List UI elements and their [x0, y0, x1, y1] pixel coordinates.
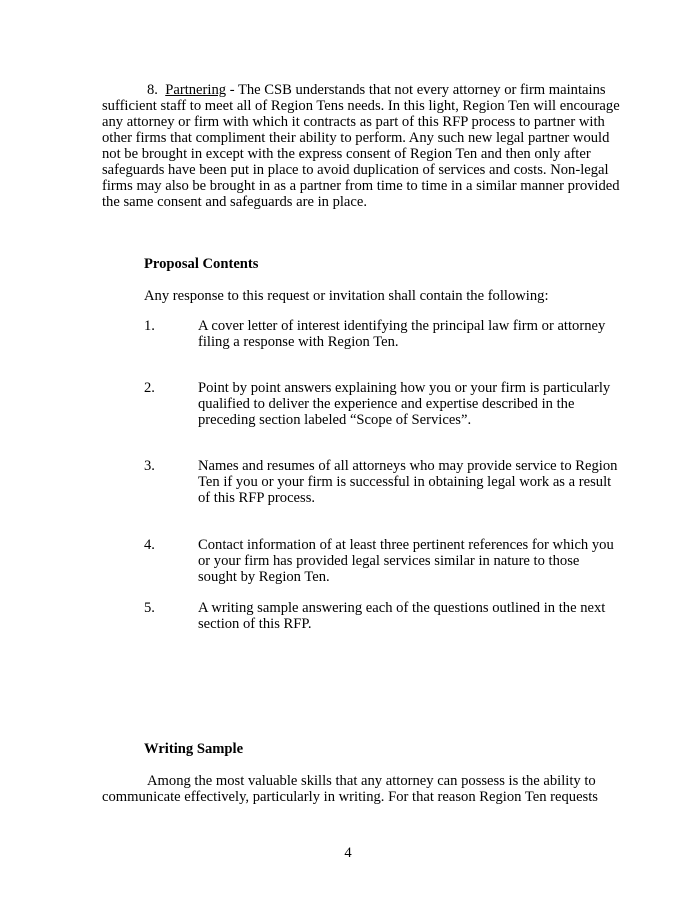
list-item-line: of this RFP process.	[198, 490, 316, 506]
proposal-contents-intro: Any response to this request or invitation shall contain the following:	[144, 288, 549, 304]
page-number: 4	[344, 845, 352, 861]
list-item-line: Names and resumes of all attorneys who may provide service to Region	[198, 458, 618, 474]
list-item-line: Contact information of at least three pertinent references for which you	[198, 537, 614, 553]
writing-sample-heading: Writing Sample	[144, 741, 244, 757]
writing-sample-line: Among the most valuable skills that any attorney can possess is the ability to	[147, 773, 596, 789]
list-item-line: qualified to deliver the experience and expertise described in the	[198, 396, 575, 412]
list-item-line: A cover letter of interest identifying the principal law firm or attorney	[198, 318, 606, 334]
partnering-line: not be brought in except with the express consent of Region Ten and then only after	[102, 146, 591, 162]
writing-sample-line: communicate effectively, particularly in writing. For that reason Region Ten requests	[102, 789, 598, 805]
partnering-line: other firms that compliment their ability to perform. Any such new legal partner would	[102, 130, 610, 146]
list-item-number: 5.	[144, 600, 155, 616]
list-item-line: A writing sample answering each of the questions outlined in the next	[198, 600, 606, 616]
list-item-line: section of this RFP.	[198, 616, 312, 632]
partnering-paragraph	[102, 82, 620, 210]
list-item-number: 1.	[144, 318, 155, 334]
list-item-number: 2.	[144, 380, 155, 396]
list-item-line: sought by Region Ten.	[198, 569, 330, 585]
list-item-line: Ten if you or your firm is successful in obtaining legal work as a result	[198, 474, 612, 490]
partnering-line: safeguards have been put in place to avoid duplication of services and costs. Non-legal	[102, 162, 609, 178]
proposal-contents-heading: Proposal Contents	[144, 256, 259, 272]
list-item-line: preceding section labeled “Scope of Services”.	[198, 412, 472, 428]
list-item-line: or your firm has provided legal services similar in nature to those	[198, 553, 580, 569]
partnering-line: sufficient staff to meet all of Region Tens needs. In this light, Region Ten will encourage	[102, 98, 620, 114]
partnering-label: Partnering	[165, 82, 227, 98]
list-item-number: 3.	[144, 458, 155, 474]
list-item-line: filing a response with Region Ten.	[198, 334, 399, 350]
partnering-number: 8.	[147, 82, 158, 98]
partnering-line: any attorney or firm with which it contracts as part of this RFP process to partner with	[102, 114, 605, 130]
writing-sample-paragraph	[102, 773, 598, 805]
list-item-number: 4.	[144, 537, 155, 553]
partnering-line: the same consent and safeguards are in place.	[102, 194, 368, 210]
partnering-line: 8. Partnering - The CSB understands that not every attorney or firm maintains	[147, 82, 606, 98]
list-item-line: Point by point answers explaining how you or your firm is particularly	[198, 380, 611, 396]
partnering-line: firms may also be brought in as a partner from time to time in a similar manner provided	[102, 178, 620, 194]
